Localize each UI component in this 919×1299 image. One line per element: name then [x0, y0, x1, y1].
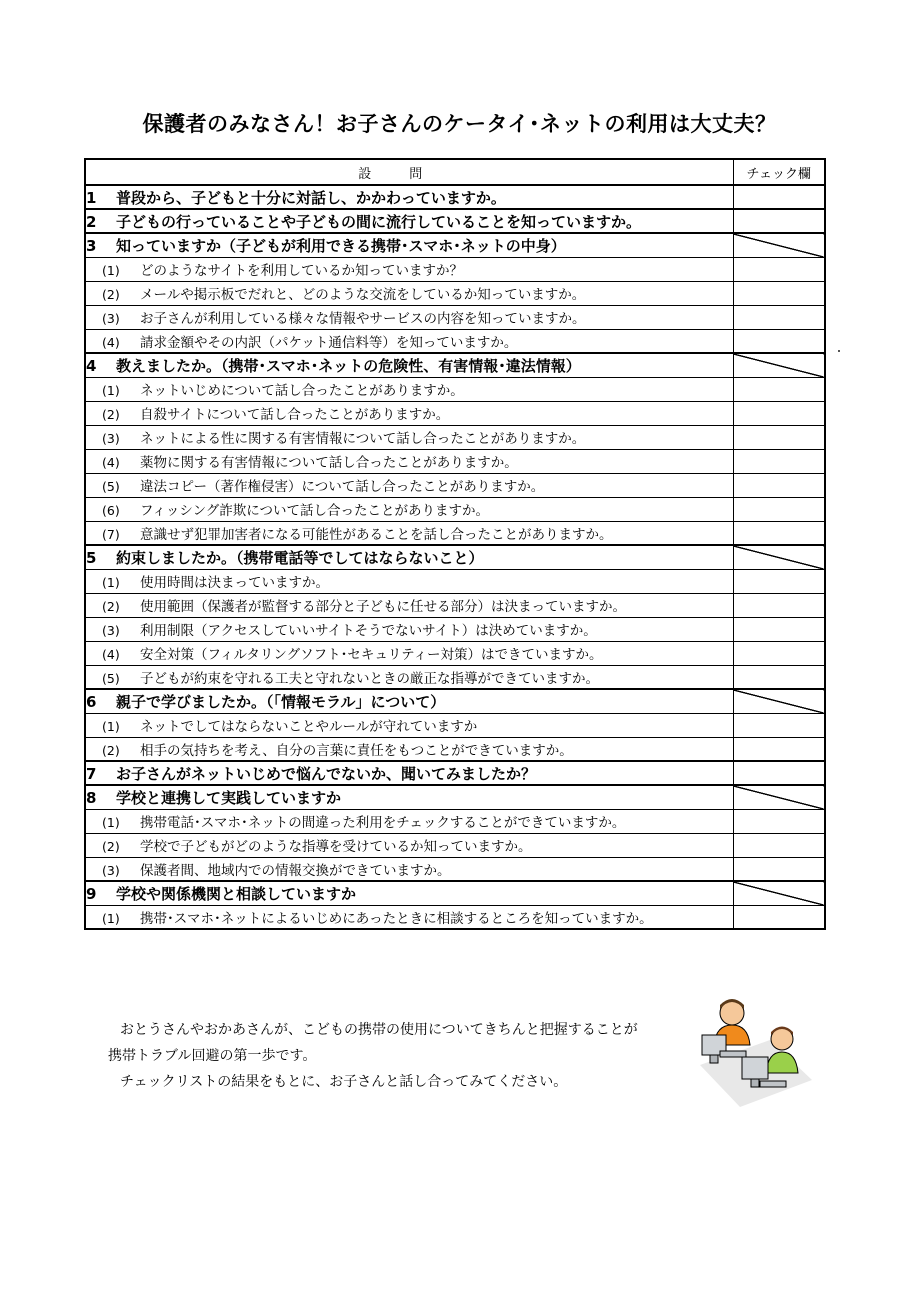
check-cell-disabled — [733, 353, 825, 377]
question-text: 約束しましたか。（携帯電話等でしてはならないこと） — [116, 548, 484, 567]
check-cell-disabled — [733, 881, 825, 905]
question-text: 教えましたか。（携帯･スマホ･ネットの危険性、有害情報･違法情報） — [116, 356, 581, 375]
question-text: 子どもが約束を守れる工夫と守れないときの厳正な指導ができていますか。 — [140, 670, 599, 687]
question-number: (2) — [102, 407, 120, 422]
question-text: 違法コピー（著作権侵害）について話し合ったことがありますか。 — [140, 479, 545, 495]
question-text: 意識せず犯罪加害者になる可能性があることを話し合ったことがありますか。 — [140, 526, 613, 543]
question-cell — [85, 593, 733, 617]
sub-question-row — [85, 521, 825, 545]
question-cell — [85, 449, 733, 473]
check-cell[interactable] — [733, 425, 825, 449]
sub-question-row — [85, 257, 825, 281]
question-text: ネットいじめについて話し合ったことがありますか。 — [140, 383, 464, 399]
check-cell[interactable] — [733, 641, 825, 665]
sub-question-row — [85, 425, 825, 449]
question-number: 9 — [86, 884, 97, 903]
question-number: (3) — [102, 431, 120, 446]
question-number: (1) — [102, 263, 120, 278]
question-text: 普段から、子どもと十分に対話し、かかわっていますか。 — [116, 188, 506, 207]
question-text: 相手の気持ちを考え、自分の言葉に責任をもつことができていますか。 — [140, 742, 573, 759]
check-cell[interactable] — [733, 281, 825, 305]
question-number: (7) — [102, 526, 120, 542]
question-cell — [85, 257, 733, 281]
footer-line-1: おとうさんやおかあさんが、こどもの携帯の使用についてきちんと把握することが — [120, 1022, 638, 1038]
check-cell[interactable] — [733, 473, 825, 497]
sub-question-row — [85, 857, 825, 881]
check-cell[interactable] — [733, 713, 825, 737]
question-row — [85, 785, 825, 809]
check-cell[interactable] — [733, 185, 825, 209]
question-number: (4) — [102, 455, 120, 470]
sub-question-row — [85, 737, 825, 761]
question-cell — [85, 233, 733, 257]
question-number: (3) — [102, 623, 120, 638]
question-cell — [85, 401, 733, 425]
question-cell — [85, 329, 733, 353]
question-text: 携帯･スマホ･ネットによるいじめにあったときに相談するところを知っていますか。 — [140, 910, 653, 927]
sub-question-row — [85, 281, 825, 305]
question-number: (3) — [102, 311, 120, 326]
question-number: (4) — [102, 334, 120, 350]
question-cell — [85, 185, 733, 209]
sub-question-row — [85, 449, 825, 473]
question-cell — [85, 617, 733, 641]
check-cell[interactable] — [733, 497, 825, 521]
question-number: 1 — [86, 188, 97, 207]
question-text: 保護者間、地域内での情報交換ができていますか。 — [140, 862, 451, 879]
check-cell[interactable] — [733, 401, 825, 425]
question-cell — [85, 809, 733, 833]
table-header-row — [85, 159, 825, 185]
question-number: (3) — [102, 862, 120, 878]
question-text: 子どもの行っていることや子どもの間に流行していることを知っていますか。 — [116, 212, 642, 231]
question-cell — [85, 665, 733, 689]
question-text: メールや掲示板でだれと、どのような交流をしているか知っていますか。 — [140, 287, 586, 303]
question-cell — [85, 737, 733, 761]
sub-question-row — [85, 641, 825, 665]
sub-question-row — [85, 617, 825, 641]
sub-question-row — [85, 809, 825, 833]
check-cell-disabled — [733, 689, 825, 713]
question-row — [85, 545, 825, 569]
question-cell — [85, 881, 733, 905]
question-text: 安全対策（フィルタリングソフト･セキュリティー対策）はできていますか。 — [140, 647, 603, 663]
question-number: (4) — [102, 647, 120, 662]
question-number: 6 — [86, 692, 97, 711]
question-row — [85, 689, 825, 713]
question-cell — [85, 905, 733, 929]
question-cell — [85, 377, 733, 401]
sub-question-row — [85, 473, 825, 497]
question-text: 学校と連携して実践していますか — [116, 788, 342, 807]
check-column-header: チェック欄 — [733, 159, 825, 185]
question-text: 学校や関係機関と相談していますか — [116, 884, 357, 903]
question-row — [85, 209, 825, 233]
question-text: 自殺サイトについて話し合ったことがありますか。 — [140, 407, 450, 423]
check-cell[interactable] — [733, 809, 825, 833]
sub-question-row — [85, 305, 825, 329]
question-cell — [85, 353, 733, 377]
question-number: 3 — [86, 236, 97, 255]
question-number: 7 — [86, 764, 97, 783]
check-cell-disabled — [733, 785, 825, 809]
question-cell — [85, 761, 733, 785]
check-cell[interactable] — [733, 377, 825, 401]
question-number: 8 — [86, 788, 97, 807]
sub-question-row — [85, 401, 825, 425]
footer-note — [108, 1017, 708, 1095]
question-text: 知っていますか（子どもが利用できる携帯･スマホ･ネットの中身） — [116, 236, 566, 255]
check-cell[interactable] — [733, 905, 825, 929]
question-text: 使用時間は決まっていますか。 — [140, 575, 329, 591]
question-cell — [85, 641, 733, 665]
sub-question-row — [85, 329, 825, 353]
question-text: 親子で学びましたか。（「情報モラル」について） — [116, 692, 446, 711]
question-cell — [85, 521, 733, 545]
question-cell — [85, 425, 733, 449]
question-cell — [85, 209, 733, 233]
footer-line-2: 携帯トラブル回避の第一歩です。 — [108, 1048, 317, 1064]
question-text: ネットでしてはならないことやルールが守れていますか — [140, 719, 478, 735]
question-number: (1) — [102, 815, 120, 830]
question-text: フィッシング詐欺について話し合ったことがありますか。 — [140, 503, 490, 519]
check-cell[interactable] — [733, 257, 825, 281]
question-number: (1) — [102, 575, 120, 590]
sub-question-row — [85, 377, 825, 401]
question-cell — [85, 833, 733, 857]
question-text: お子さんが利用している様々な情報やサービスの内容を知っていますか。 — [140, 311, 586, 327]
question-number: 2 — [86, 212, 97, 231]
question-cell — [85, 545, 733, 569]
check-cell[interactable] — [733, 761, 825, 785]
page-title: 保護者のみなさん！お子さんのケータイ･ネットの利用は大丈夫？ — [142, 112, 777, 136]
question-cell — [85, 281, 733, 305]
check-cell[interactable] — [733, 449, 825, 473]
footer-line-3: チェックリストの結果をもとに、お子さんと話し合ってみてください。 — [120, 1074, 568, 1090]
question-text: 薬物に関する有害情報について話し合ったことがありますか。 — [140, 455, 518, 471]
question-number: (1) — [102, 910, 120, 926]
sub-question-row — [85, 833, 825, 857]
question-text: 学校で子どもがどのような指導を受けているか知っていますか。 — [140, 839, 532, 855]
check-cell[interactable] — [733, 209, 825, 233]
question-text: お子さんがネットいじめで悩んでないか、聞いてみましたか？ — [116, 764, 537, 783]
question-text: 使用範囲（保護者が監督する部分と子どもに任せる部分）は決まっていますか。 — [140, 599, 626, 615]
question-number: (5) — [102, 670, 120, 686]
question-text: 携帯電話･スマホ･ネットの間違った利用をチェックすることができていますか。 — [140, 815, 626, 831]
question-row — [85, 185, 825, 209]
sub-question-row — [85, 593, 825, 617]
checklist-table — [84, 158, 826, 930]
question-row — [85, 353, 825, 377]
sub-question-row — [85, 569, 825, 593]
question-column-header: 設問 — [85, 159, 733, 185]
sub-question-row — [85, 665, 825, 689]
check-cell[interactable] — [733, 593, 825, 617]
check-cell-disabled — [733, 233, 825, 257]
question-number: (2) — [102, 742, 120, 758]
check-cell[interactable] — [733, 521, 825, 545]
question-number: (1) — [102, 383, 120, 398]
question-cell — [85, 497, 733, 521]
question-number: 5 — [86, 548, 97, 567]
question-cell — [85, 689, 733, 713]
question-cell — [85, 713, 733, 737]
check-cell[interactable] — [733, 329, 825, 353]
question-text: どのようなサイトを利用しているか知っていますか？ — [140, 263, 464, 279]
sub-question-row — [85, 497, 825, 521]
check-cell[interactable] — [733, 857, 825, 881]
question-number: (5) — [102, 479, 120, 494]
question-text: 利用制限（アクセスしていいサイトそうでないサイト）は決めていますか。 — [140, 623, 597, 639]
check-cell[interactable] — [733, 305, 825, 329]
question-cell — [85, 569, 733, 593]
question-number: (2) — [102, 599, 120, 614]
check-cell-disabled — [733, 545, 825, 569]
question-cell — [85, 857, 733, 881]
check-cell[interactable] — [733, 833, 825, 857]
sub-question-row — [85, 905, 825, 929]
question-row — [85, 881, 825, 905]
question-text: ネットによる性に関する有害情報について話し合ったことがありますか。 — [140, 431, 586, 447]
question-row — [85, 761, 825, 785]
parent-child-computer-illustration — [690, 995, 815, 1110]
stray-mark — [838, 350, 840, 352]
question-number: 4 — [86, 356, 97, 375]
question-cell — [85, 305, 733, 329]
check-cell[interactable] — [733, 737, 825, 761]
sub-question-row — [85, 713, 825, 737]
question-number: (6) — [102, 503, 120, 518]
question-cell — [85, 473, 733, 497]
question-number: (1) — [102, 719, 120, 734]
check-cell[interactable] — [733, 569, 825, 593]
check-cell[interactable] — [733, 617, 825, 641]
check-cell[interactable] — [733, 665, 825, 689]
question-cell — [85, 785, 733, 809]
question-number: (2) — [102, 287, 120, 302]
question-text: 請求金額やその内訳（パケット通信料等）を知っていますか。 — [140, 334, 518, 351]
question-number: (2) — [102, 839, 120, 854]
question-row — [85, 233, 825, 257]
